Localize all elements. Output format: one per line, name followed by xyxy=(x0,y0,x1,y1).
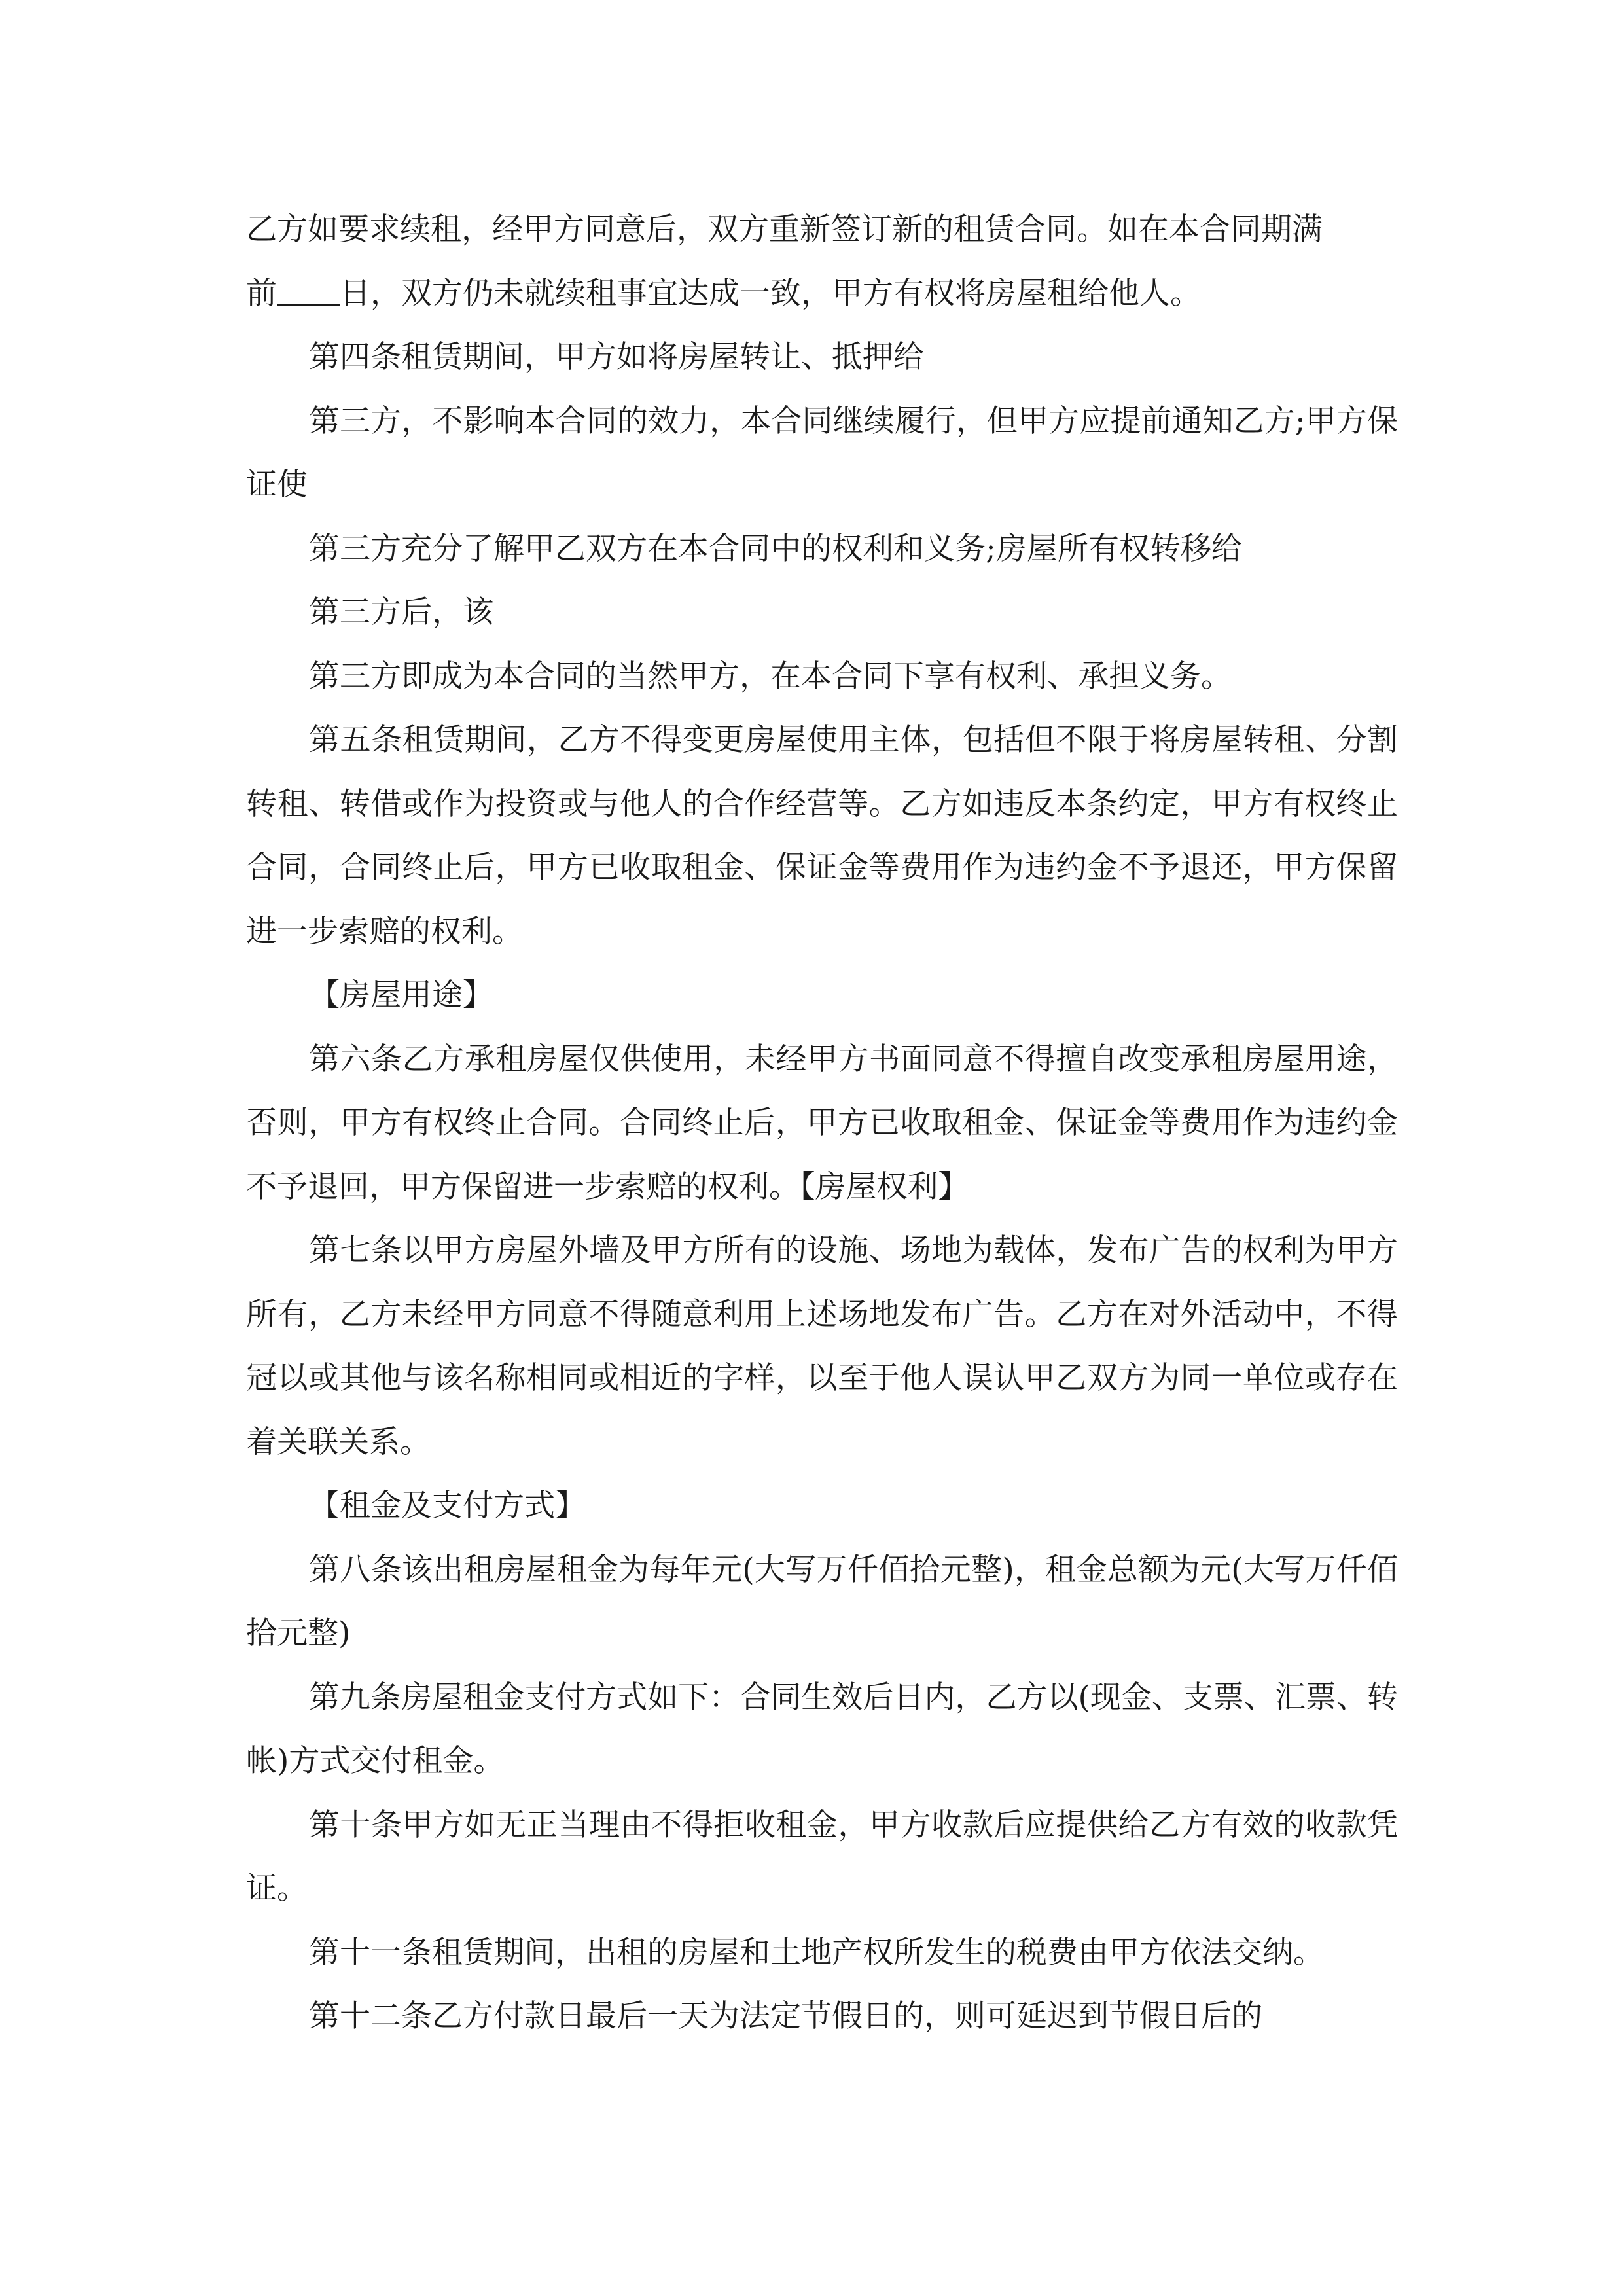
paragraph-article-4: 第四条租赁期间，甲方如将房屋转让、抵押给 xyxy=(309,339,924,375)
paragraph-article-6: 第六条乙方承租房屋仅供使用，未经甲方书面同意不得擅自改变承租房屋用途，否则，甲方有权终止合同。合同终止后，甲方已收取租金、保证金等费用作为违约金不予退回，甲方保留进一步索赔的权利。【房屋权利】 xyxy=(246,1041,1398,1205)
paragraph-text: 前 xyxy=(246,275,277,312)
paragraph-third-party-1 xyxy=(246,389,1398,517)
paragraph-article-8: 第八条该出租房屋租金为每年元(大写万仟佰拾元整)，租金总额为元(大写万仟佰拾元整) xyxy=(246,1551,1398,1651)
paragraph-third-party-3: 第三方后，该 xyxy=(309,594,493,630)
paragraph-text: 第三方，不影响本合同的效力，本合同继续履行，但甲方应提前通知乙方;甲方保证使 xyxy=(246,403,1398,503)
document-body xyxy=(246,198,1398,2049)
paragraph-text: 日，双方仍未就续租事宜达成一致，甲方有权将房屋租给他人。 xyxy=(340,275,1201,312)
paragraph-third-party-4: 第三方即成为本合同的当然甲方，在本合同下享有权利、承担义务。 xyxy=(309,658,1232,694)
paragraph-text: 乙方如要求续租，经甲方同意后，双方重新签订新的租赁合同。如在本合同期满 xyxy=(246,211,1323,247)
paragraph-article-5: 第五条租赁期间，乙方不得变更房屋使用主体，包括但不限于将房屋转租、分割转租、转借或作为投资或与他人的合作经营等。乙方如违反本条约定，甲方有权终止合同，合同终止后，甲方已收取租金、保证金等费用作为违约金不予退还，甲方保留进一步索赔的权利。 xyxy=(246,722,1398,950)
paragraph-article-11: 第十一条租赁期间，出租的房屋和土地产权所发生的税费由甲方依法交纳。 xyxy=(309,1934,1324,1971)
paragraph-article-9: 第九条房屋租金支付方式如下：合同生效后日内，乙方以(现金、支票、汇票、转帐)方式交付租金。 xyxy=(246,1679,1398,1779)
fill-in-blank xyxy=(277,278,340,306)
paragraph-article-10: 第十条甲方如无正当理由不得拒收租金，甲方收款后应提供给乙方有效的收款凭证。 xyxy=(246,1806,1398,1907)
paragraph-renewal xyxy=(246,198,1398,325)
paragraph-article-12: 第十二条乙方付款日最后一天为法定节假日的，则可延迟到节假日后的 xyxy=(309,1998,1262,2034)
paragraph-article-7: 第七条以甲方房屋外墙及甲方所有的设施、场地为载体，发布广告的权利为甲方所有，乙方未经甲方同意不得随意利用上述场地发布广告。乙方在对外活动中，不得冠以或其他与该名称相同或相近的字样，以至于他人误认甲乙双方为同一单位或存在着关联关系。 xyxy=(246,1232,1398,1460)
paragraph-third-party-2: 第三方充分了解甲乙双方在本合同中的权利和义务;房屋所有权转移给 xyxy=(309,530,1242,567)
section-heading-rent: 【租金及支付方式】 xyxy=(309,1488,586,1524)
section-heading-usage: 【房屋用途】 xyxy=(309,977,493,1013)
